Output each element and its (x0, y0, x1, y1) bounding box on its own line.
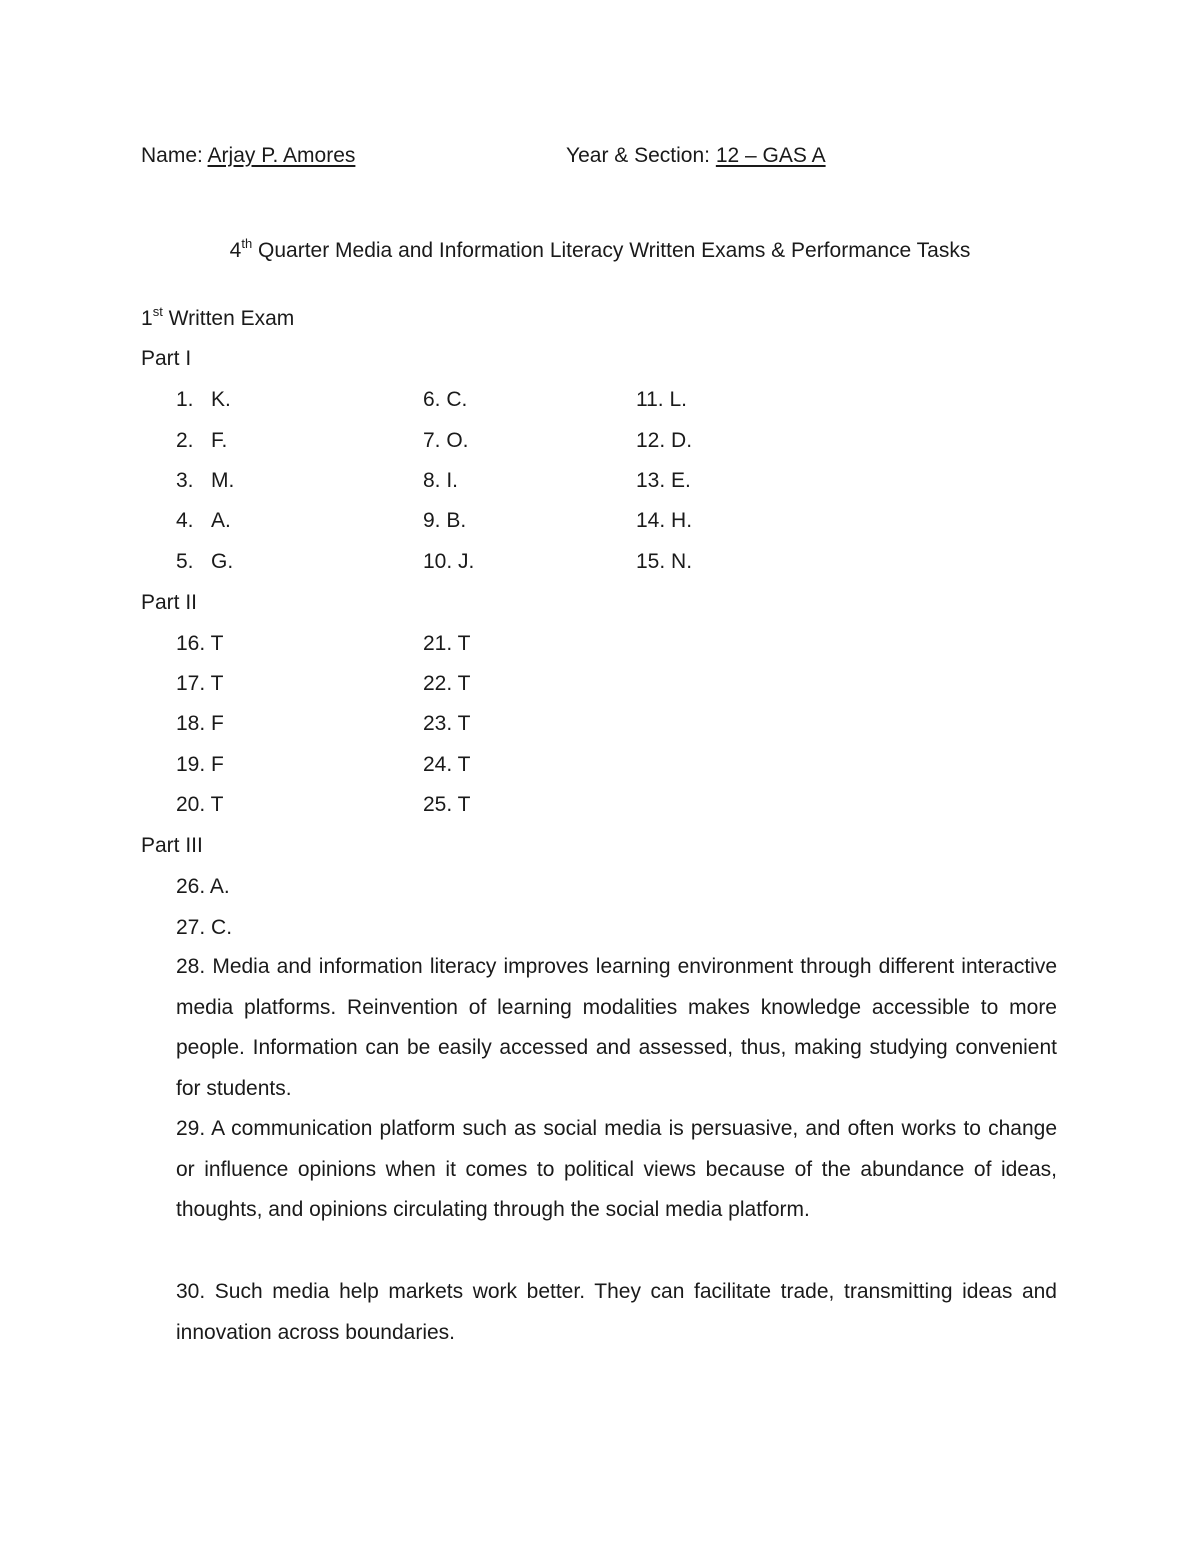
part1-item: 12. D. (636, 429, 693, 452)
part1-item: 1. (176, 388, 194, 411)
exam-text: Written Exam (162, 307, 295, 330)
document-title (0, 236, 1200, 263)
part2-item: 16. T (176, 632, 224, 655)
part1-item: 6. C. (423, 388, 468, 411)
part1-answer: F. (211, 429, 228, 452)
name-line (141, 144, 355, 168)
part3-item: 27. C. (176, 916, 233, 939)
part3-item: 26. A. (176, 875, 230, 898)
part2-item: 25. T (423, 793, 471, 816)
part1-label: Part I (141, 347, 192, 370)
answer-30: 30. Such media help markets work better. They can facilitate trade, transmitting ideas and innovation across boundaries. (176, 1280, 1057, 1344)
part1-item: 15. N. (636, 550, 693, 573)
part1-item: 2. (176, 429, 194, 452)
part1-answer: G. (211, 550, 234, 573)
part1-item: 11. L. (636, 388, 687, 411)
part2-item: 22. T (423, 672, 471, 695)
part3-label: Part III (141, 834, 203, 857)
part2-item: 23. T (423, 712, 471, 735)
part2-label: Part II (141, 591, 198, 614)
part1-answer: M. (211, 469, 235, 492)
section-line (566, 144, 826, 168)
title-ordinal-suffix: th (241, 236, 253, 251)
part2-item: 21. T (423, 632, 471, 655)
part1-item: 3. (176, 469, 194, 492)
answer-29: 29. A communication platform such as social media is persuasive, and often works to change or influence opinions when it comes to political views because of the abundance of ideas, thoughts, and opinions circulating through the social media platform. (176, 1117, 1057, 1221)
part2-item: 18. F (176, 712, 224, 735)
part2-item: 17. T (176, 672, 224, 695)
exam-heading (141, 304, 295, 331)
part1-item: 9. B. (423, 509, 467, 532)
section-value: 12 – GAS A (715, 144, 826, 167)
part1-item: 5. (176, 550, 194, 573)
part1-item: 7. O. (423, 429, 469, 452)
part2-item: 20. T (176, 793, 224, 816)
part2-item: 19. F (176, 753, 224, 776)
part1-answer: A. (211, 509, 231, 532)
part2-item: 24. T (423, 753, 471, 776)
title-text: Quarter Media and Information Literacy Written Exams & Performance Tasks (252, 239, 971, 262)
name-value: Arjay P. Amores (207, 144, 356, 167)
part1-answer: K. (211, 388, 231, 411)
exam-ordinal: 1 (141, 307, 153, 330)
part1-item: 10. J. (423, 550, 475, 573)
part1-item: 14. H. (636, 509, 693, 532)
section-label: Year & Section: (566, 144, 710, 167)
part1-item: 4. (176, 509, 194, 532)
answer-28: 28. Media and information literacy improves learning environment through different interactive media platforms. Reinvention of learning modalities makes knowledge accessible to more people. Information can be easily accessed and assessed, thus, making studying convenient for students. (176, 955, 1057, 1100)
part1-item: 8. I. (423, 469, 459, 492)
exam-ordinal-suffix: st (152, 304, 163, 319)
title-ordinal: 4 (229, 239, 242, 262)
part1-item: 13. E. (636, 469, 691, 492)
name-label: Name: (141, 144, 203, 167)
